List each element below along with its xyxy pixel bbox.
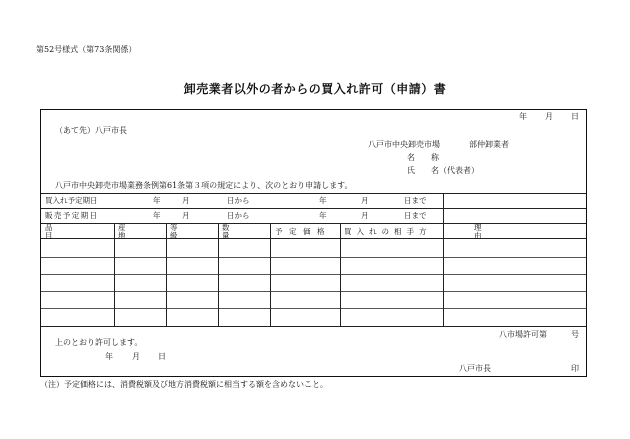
approval-month: 月 <box>132 352 140 361</box>
permit-number-prefix: 八市場許可第 <box>499 330 547 339</box>
col-header-item <box>41 224 114 239</box>
header-text: 数量 <box>222 223 248 240</box>
approval-statement: 上のとおり許可します。 <box>55 338 143 347</box>
to-day: 日まで <box>404 211 427 220</box>
applicant-name-label: 名 称 <box>407 153 439 162</box>
rule <box>41 291 586 292</box>
permit-number-suffix: 号 <box>571 330 579 339</box>
col-header-reason <box>444 224 586 239</box>
addressee: （あて先）八戸市長 <box>55 126 127 135</box>
rule <box>41 326 586 327</box>
sales-period-label: 販売予定期日 <box>45 211 99 220</box>
rule <box>41 308 586 309</box>
from-year: 年 <box>153 211 161 220</box>
to-year: 年 <box>319 196 327 205</box>
from-month: 月 <box>182 196 190 205</box>
form-number: 第52号様式（第73条関係） <box>36 45 137 54</box>
declaration: 八戸市中央卸売市場業務条例第61条第３項の規定により、次のとおり申請します。 <box>55 181 353 190</box>
from-day: 日から <box>227 211 250 220</box>
col-header-price <box>271 224 340 239</box>
col-header-origin <box>115 224 166 239</box>
mayor-signature: 八戸市長 <box>459 364 491 373</box>
page-title: 卸売業者以外の者からの買入れ許可（申請）書 <box>183 82 447 96</box>
to-month: 月 <box>361 196 369 205</box>
rule <box>443 193 444 223</box>
header-text: 品目 <box>45 223 89 240</box>
to-day: 日まで <box>404 196 427 205</box>
header-text: 理由 <box>474 223 578 240</box>
from-day: 日から <box>227 196 250 205</box>
approval-year: 年 <box>105 352 113 361</box>
purchase-period-row <box>41 194 586 208</box>
seal-mark: 印 <box>571 364 579 373</box>
applicant-market: 八戸市中央卸売市場 <box>368 140 440 149</box>
applicant-person-label: 氏 名（代表者） <box>407 166 479 175</box>
header-text: 等級 <box>170 223 196 240</box>
purchase-period-label: 買入れ予定期日 <box>45 196 98 205</box>
header-text: 予定価格 <box>275 226 331 236</box>
footnote: （注）予定価格には、消費税額及び地方消費税額に相当する額を含めないこと。 <box>40 380 328 389</box>
date-month: 月 <box>545 112 553 121</box>
col-header-counterparty <box>341 224 443 239</box>
col-header-grade <box>167 224 218 239</box>
approval-day: 日 <box>158 352 166 361</box>
header-text: 買入れの相手方 <box>344 226 432 236</box>
col-header-quantity <box>219 224 270 239</box>
date-year: 年 <box>519 112 527 121</box>
rule <box>41 257 586 258</box>
from-year: 年 <box>153 196 161 205</box>
date-day: 日 <box>571 112 579 121</box>
to-month: 月 <box>361 211 369 220</box>
to-year: 年 <box>319 211 327 220</box>
rule <box>41 274 586 275</box>
from-month: 月 <box>182 211 190 220</box>
application-form <box>40 109 587 377</box>
sales-period-row <box>41 209 586 223</box>
applicant-division: 部仲卸業者 <box>469 140 509 149</box>
header-text: 産地 <box>118 223 144 240</box>
